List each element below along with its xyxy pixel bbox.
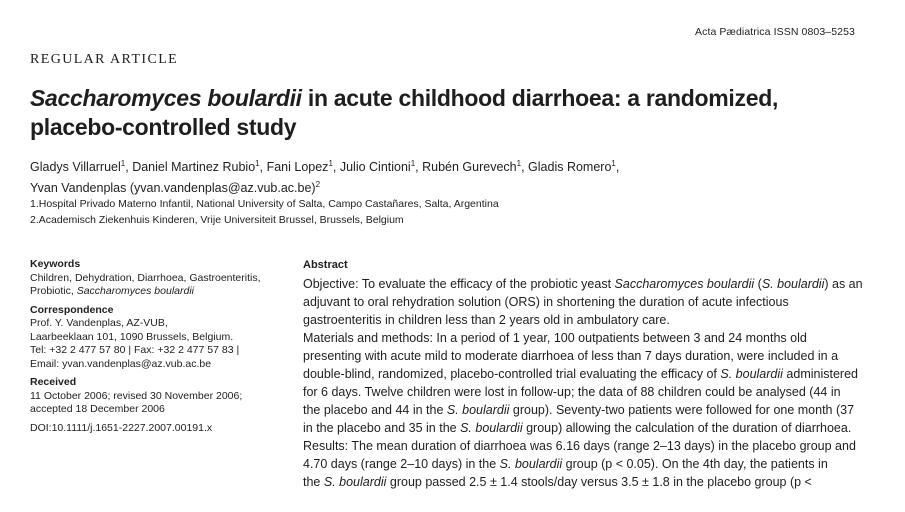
abstract-line: gastroenteritis in children less than 2 years old in ambulatory care. [303,313,670,327]
doi: DOI:10.1111/j.1651-2227.2007.00191.x [30,421,213,434]
abstract-body [303,275,873,491]
abstract-line: presenting with acute mild to moderate diarrhoea of less than 7 days duration, were included in a [303,349,839,363]
abstract-line: 4.70 days (range 2–10 days) in the S. boulardii group (p < 0.05). On the 4th day, the patients in [303,457,828,471]
section-label: REGULAR ARTICLE [30,52,179,67]
correspondence-line: Prof. Y. Vandenplas, AZ-VUB, [30,317,168,329]
abstract [303,258,873,491]
keywords-text: Probiotic, Saccharomyces boulardii [30,285,194,297]
author: Daniel Martinez Rubio [132,160,256,175]
author: Rubén Gurevech [422,160,517,175]
author: Julio Cintioni [339,160,411,175]
correspondence-line: Email: yvan.vandenplas@az.vub.ac.be [30,357,212,370]
abstract-line: the placebo and 44 in the S. boulardii group). Seventy-two patients were followed for one month (37 [303,403,855,417]
abstract-line: the S. boulardii group passed 2.5 ± 1.4 stools/day versus 3.5 ± 1.8 in the placebo group (p < [303,475,812,489]
abstract-heading: Abstract [303,259,348,271]
affiliation: 1.Hospital Privado Materno Infantil, National University of Salta, Campo Castañares, Salta, Argentina [30,198,499,210]
abstract-line: adjuvant to oral rehydration solution (ORS) in shortening the duration of acute infectious [303,295,789,309]
abstract-line: in the placebo and 35 in the S. boulardii group) allowing the calculation of the duration of diarrhoea. [303,421,852,435]
keywords-text: Children, Dehydration, Diarrhoea, Gastroenteritis, [30,271,261,284]
received-heading: Received [30,376,77,388]
affiliation: 2.Academisch Ziekenhuis Kinderen, Vrije Universiteit Brussel, Brussels, Belgium [30,214,404,226]
abstract-line: Objective: To evaluate the efficacy of the probiotic yeast Saccharomyces boulardii (S. boulardii) as an [303,277,863,291]
correspondence-line: Laarbeeklaan 101, 1090 Brussels, Belgium. [30,330,234,343]
correspondence-line: Tel: +32 2 477 57 80 | Fax: +32 2 477 57 83 | [30,344,240,356]
journal-issn: Acta Pædiatrica ISSN 0803–5253 [694,26,855,38]
author: Yvan Vandenplas (yvan.vandenplas@az.vub.ac.be) [30,181,316,196]
author: Fani Lopez [266,160,329,175]
correspondence-heading: Correspondence [30,303,114,316]
abstract-line: double-blind, randomized, placebo-controlled trial evaluating the efficacy of S. boulardii administered [303,367,858,381]
affiliations [30,196,499,228]
title-line-2: placebo-controlled study [30,114,297,140]
article-title [30,84,880,142]
received-line: 11 October 2006; revised 30 November 2006; [30,389,243,402]
author: Gladys Villarruel [30,160,121,175]
title-rest: in acute childhood diarrhoea: a randomized, [301,85,779,111]
abstract-line: Results: The mean duration of diarrhoea was 6.16 days (range 2–13 days) in the placebo group and [303,439,856,453]
author-list: Gladys Villarruel$^1$, Daniel Martinez Rubio$^1$, Fani Lopez$^1$, Julio Cintioni$^1$, Rubén Gurevech$^1$, Gladis Romero$^1$, Yvan Vandenplas (yvan.vandenplas@az.vub.ac.be)$^2$ [30,159,620,196]
received-line: accepted 18 December 2006 [30,403,165,415]
keywords-heading: Keywords [30,258,81,270]
article-info-sidebar [30,258,280,435]
abstract-line: Materials and methods: In a period of 1 year, 100 outpatients between 3 and 24 months old [303,331,807,345]
title-species: Saccharomyces boulardii [30,85,302,111]
abstract-line: for 6 days. Twelve children were lost in follow-up; the data of 88 children could be analysed (44 in [303,385,841,399]
author: Gladis Romero [528,160,612,175]
